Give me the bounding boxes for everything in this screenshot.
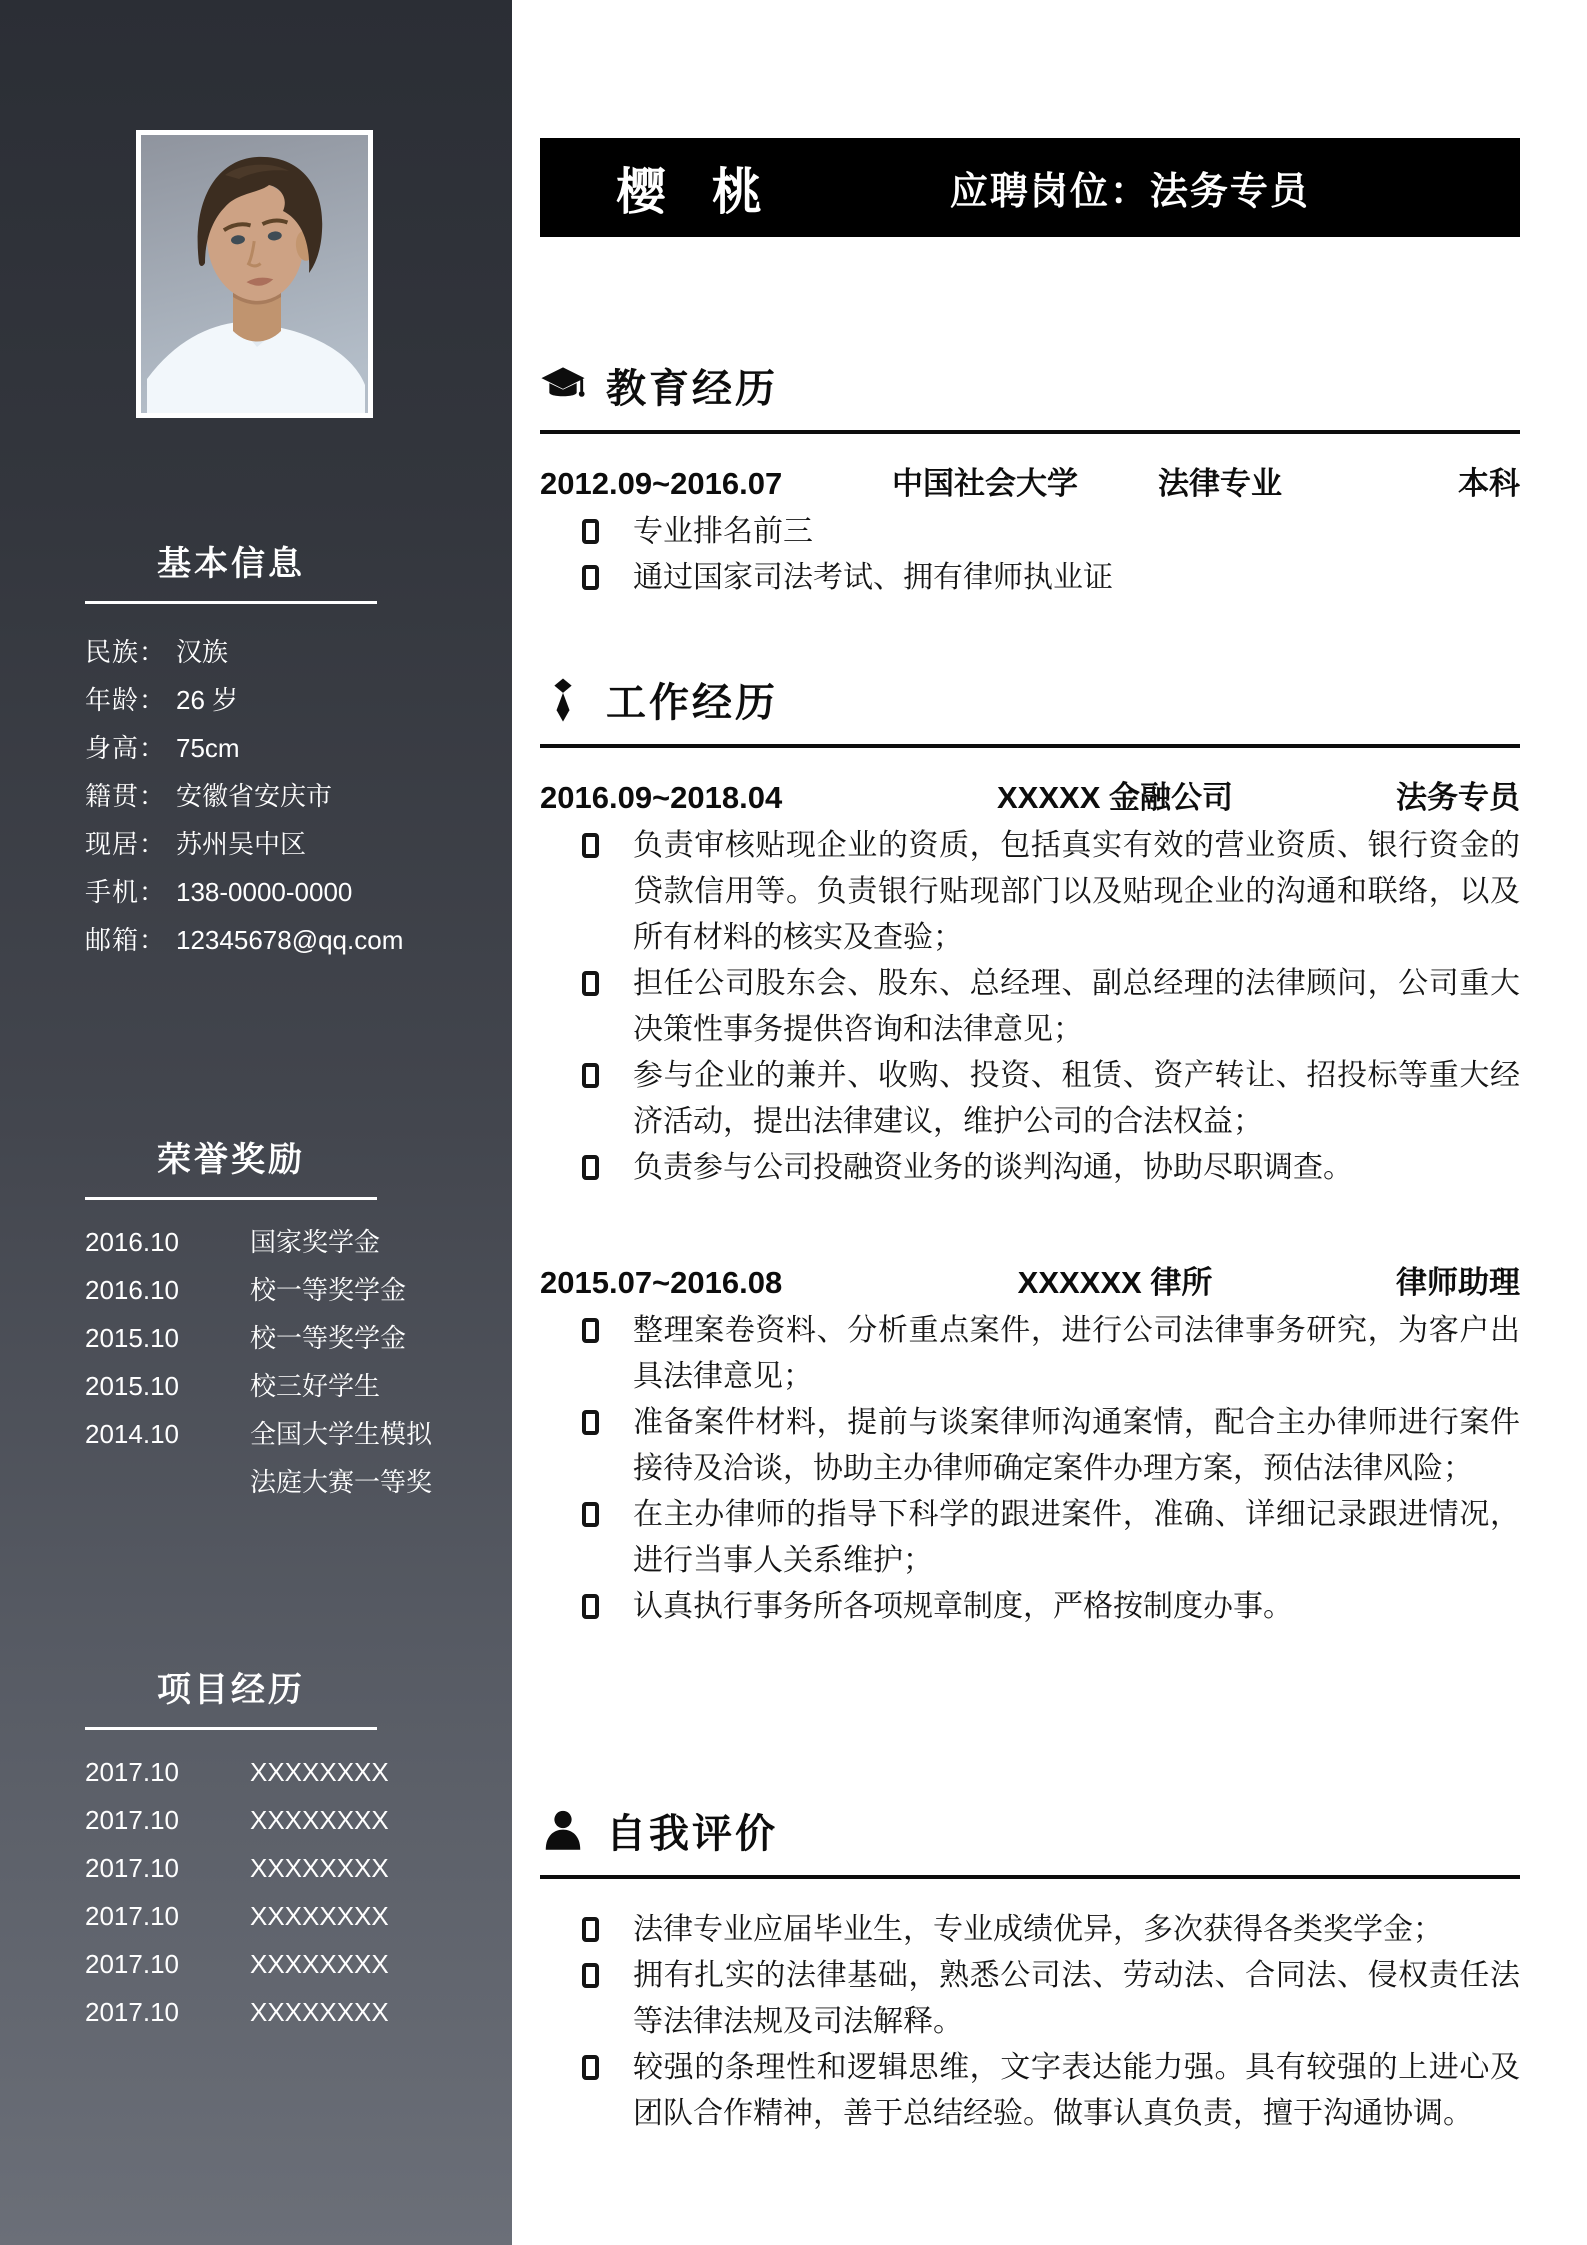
info-value: 75cm bbox=[176, 733, 240, 763]
job-role: 律师助理 bbox=[1396, 1265, 1520, 1300]
job-entry-row bbox=[540, 772, 1520, 817]
projects-list bbox=[85, 1748, 389, 2036]
bullet-text: 法律专业应届毕业生，专业成绩优异，多次获得各类奖学金； bbox=[633, 1913, 1443, 1946]
project-date: 2017.10 bbox=[85, 1901, 179, 1931]
honor-row bbox=[85, 1410, 433, 1506]
name-bar bbox=[540, 138, 1520, 237]
honor-row bbox=[85, 1314, 407, 1362]
honors-section bbox=[85, 1132, 433, 1506]
sidebar bbox=[0, 0, 512, 2245]
bullet-text: 负责审核贴现企业的资质，包括真实有效的营业资质、银行资金的贷款信用等。负责银行贴现部门以及贴现企业的沟通和联络，以及所有材料的核实及查验； bbox=[633, 829, 1520, 954]
square-bullet-icon bbox=[582, 833, 599, 858]
project-row bbox=[85, 1988, 389, 2036]
square-bullet-icon bbox=[582, 565, 599, 590]
graduation-cap-icon bbox=[540, 363, 586, 409]
projects-section bbox=[85, 1662, 389, 2036]
project-row bbox=[85, 1748, 389, 1796]
bullet-item bbox=[540, 1907, 1520, 1953]
honor-date: 2015.10 bbox=[85, 1371, 179, 1401]
info-value: 26 岁 bbox=[176, 685, 239, 715]
job-entry-row bbox=[540, 1257, 1520, 1302]
bullet-text: 专业排名前三 bbox=[633, 515, 813, 548]
square-bullet-icon bbox=[582, 1594, 599, 1619]
bullet-item bbox=[540, 1400, 1520, 1492]
work-title: 工作经历 bbox=[606, 681, 778, 725]
email-value: 12345678@qq.com bbox=[176, 925, 404, 955]
job-role: 法务专员 bbox=[1396, 780, 1520, 815]
info-row bbox=[85, 628, 377, 676]
evaluation-section bbox=[540, 1802, 1520, 2137]
honor-text: 国家奖学金 bbox=[250, 1227, 381, 1257]
square-bullet-icon bbox=[582, 2055, 599, 2080]
education-entry-row bbox=[540, 458, 1520, 503]
job-company: XXXXXX 律所 bbox=[1017, 1265, 1213, 1300]
info-label: 籍贯： bbox=[85, 781, 167, 811]
education-period: 2012.09~2016.07 bbox=[540, 466, 783, 501]
bullet-item bbox=[540, 1584, 1520, 1630]
info-row bbox=[85, 772, 377, 820]
square-bullet-icon bbox=[582, 1063, 599, 1088]
honor-text-line2: 法庭大赛一等奖 bbox=[250, 1467, 433, 1497]
project-text: XXXXXXXX bbox=[250, 1949, 389, 1979]
education-title: 教育经历 bbox=[606, 367, 778, 411]
education-divider bbox=[540, 430, 1520, 434]
bullet-text: 通过国家司法考试、拥有律师执业证 bbox=[633, 561, 1113, 594]
job-period: 2015.07~2016.08 bbox=[540, 1265, 783, 1300]
square-bullet-icon bbox=[582, 1963, 599, 1988]
work-divider bbox=[540, 744, 1520, 748]
bullet-text: 负责参与公司投融资业务的谈判沟通，协助尽职调查。 bbox=[633, 1151, 1353, 1184]
projects-title: 项目经历 bbox=[157, 1671, 305, 1709]
bullet-item bbox=[540, 1492, 1520, 1584]
evaluation-title: 自我评价 bbox=[606, 1812, 778, 1856]
bullet-item bbox=[540, 509, 1520, 555]
info-row bbox=[85, 820, 377, 868]
honor-date: 2016.10 bbox=[85, 1227, 179, 1257]
info-row bbox=[85, 868, 377, 916]
tie-icon bbox=[540, 677, 586, 723]
honors-title: 荣誉奖励 bbox=[157, 1141, 305, 1179]
project-date: 2017.10 bbox=[85, 1757, 179, 1787]
info-label: 邮箱： bbox=[85, 925, 167, 955]
info-label: 现居： bbox=[85, 829, 167, 859]
project-text: XXXXXXXX bbox=[250, 1805, 389, 1835]
honor-date: 2014.10 bbox=[85, 1419, 179, 1449]
evaluation-divider bbox=[540, 1875, 1520, 1879]
bullet-text: 准备案件材料，提前与谈案律师沟通案情，配合主办律师进行案件接待及洽谈，协助主办律师确定案件办理方案，预估法律风险； bbox=[633, 1406, 1520, 1485]
candidate-name: 樱 桃 bbox=[616, 163, 778, 220]
bullet-text: 担任公司股东会、股东、总经理、副总经理的法律顾问，公司重大决策性事务提供咨询和法律意见； bbox=[633, 967, 1520, 1046]
honor-row bbox=[85, 1266, 407, 1314]
honor-row bbox=[85, 1362, 381, 1410]
info-value: 汉族 bbox=[176, 637, 229, 667]
square-bullet-icon bbox=[582, 971, 599, 996]
honors-divider bbox=[85, 1197, 377, 1200]
bullet-text: 参与企业的兼并、收购、投资、租赁、资产转让、招投标等重大经济活动，提出法律建议，维护公司的合法权益； bbox=[633, 1059, 1520, 1138]
applied-position: 应聘岗位：法务专员 bbox=[949, 171, 1310, 213]
person-icon bbox=[540, 1808, 586, 1854]
project-date: 2017.10 bbox=[85, 1805, 179, 1835]
square-bullet-icon bbox=[582, 1318, 599, 1343]
project-date: 2017.10 bbox=[85, 1997, 179, 2027]
project-date: 2017.10 bbox=[85, 1949, 179, 1979]
education-school: 中国社会大学 bbox=[892, 466, 1078, 501]
square-bullet-icon bbox=[582, 1502, 599, 1527]
info-label: 民族： bbox=[85, 637, 167, 667]
honor-row bbox=[85, 1218, 381, 1266]
square-bullet-icon bbox=[582, 1155, 599, 1180]
evaluation-header bbox=[540, 1802, 1520, 1859]
info-row bbox=[85, 916, 404, 964]
honor-date: 2016.10 bbox=[85, 1275, 179, 1305]
project-row bbox=[85, 1892, 389, 1940]
work-header bbox=[540, 671, 1520, 728]
job-bullets bbox=[540, 823, 1520, 1191]
honor-text: 校三好学生 bbox=[250, 1371, 381, 1401]
job-period: 2016.09~2018.04 bbox=[540, 780, 783, 815]
avatar bbox=[136, 130, 373, 418]
bullet-item bbox=[540, 1308, 1520, 1400]
info-label: 手机： bbox=[85, 877, 167, 907]
project-row bbox=[85, 1940, 389, 1988]
evaluation-bullets bbox=[540, 1907, 1520, 2137]
project-text: XXXXXXXX bbox=[250, 1901, 389, 1931]
project-text: XXXXXXXX bbox=[250, 1757, 389, 1787]
basic-info-title: 基本信息 bbox=[157, 545, 305, 583]
honor-text bbox=[250, 1410, 432, 1506]
job-bullets bbox=[540, 1308, 1520, 1630]
info-label: 年龄： bbox=[85, 685, 167, 715]
portrait-photo bbox=[141, 135, 368, 413]
bullet-item bbox=[540, 823, 1520, 961]
info-value: 苏州吴中区 bbox=[176, 829, 307, 859]
basic-info-list bbox=[85, 628, 404, 964]
basic-info-divider bbox=[85, 601, 377, 604]
work-section bbox=[540, 671, 1520, 1630]
bullet-item bbox=[540, 555, 1520, 601]
projects-divider bbox=[85, 1727, 377, 1730]
square-bullet-icon bbox=[582, 1917, 599, 1942]
bullet-item bbox=[540, 961, 1520, 1053]
education-degree: 本科 bbox=[1458, 466, 1520, 501]
honor-text: 校一等奖学金 bbox=[250, 1323, 407, 1353]
honor-date: 2015.10 bbox=[85, 1323, 179, 1353]
basic-info-section bbox=[85, 536, 404, 964]
bullet-item bbox=[540, 2045, 1520, 2137]
resume-main bbox=[540, 0, 1520, 2137]
info-row bbox=[85, 676, 377, 724]
honor-text-line1: 全国大学生模拟 bbox=[250, 1419, 433, 1449]
honor-text: 校一等奖学金 bbox=[250, 1275, 407, 1305]
info-row bbox=[85, 724, 377, 772]
bullet-text: 在主办律师的指导下科学的跟进案件，准确、详细记录跟进情况，进行当事人关系维护； bbox=[633, 1498, 1520, 1577]
job-company: XXXXX 金融公司 bbox=[997, 780, 1233, 815]
project-row bbox=[85, 1844, 389, 1892]
bullet-item bbox=[540, 1953, 1520, 2045]
bullet-item bbox=[540, 1145, 1520, 1191]
square-bullet-icon bbox=[582, 1410, 599, 1435]
education-header bbox=[540, 357, 1520, 414]
honors-list bbox=[85, 1218, 433, 1506]
bullet-text: 整理案卷资料、分析重点案件，进行公司法律事务研究，为客户出具法律意见； bbox=[633, 1314, 1520, 1393]
education-section bbox=[540, 357, 1520, 601]
info-label: 身高： bbox=[85, 733, 167, 763]
phone-value: 138-0000-0000 bbox=[176, 877, 353, 907]
bullet-text: 认真执行事务所各项规章制度，严格按制度办事。 bbox=[633, 1590, 1293, 1623]
info-value: 安徽省安庆市 bbox=[176, 781, 333, 811]
project-row bbox=[85, 1796, 389, 1844]
bullet-text: 拥有扎实的法律基础，熟悉公司法、劳动法、合同法、侵权责任法等法律法规及司法解释。 bbox=[633, 1959, 1520, 2038]
education-bullets bbox=[540, 509, 1520, 601]
square-bullet-icon bbox=[582, 519, 599, 544]
bullet-text: 较强的条理性和逻辑思维，文字表达能力强。具有较强的上进心及团队合作精神，善于总结经验。做事认真负责，擅于沟通协调。 bbox=[633, 2051, 1520, 2130]
bullet-item bbox=[540, 1053, 1520, 1145]
education-major: 法律专业 bbox=[1158, 466, 1282, 501]
project-date: 2017.10 bbox=[85, 1853, 179, 1883]
project-text: XXXXXXXX bbox=[250, 1853, 389, 1883]
project-text: XXXXXXXX bbox=[250, 1997, 389, 2027]
